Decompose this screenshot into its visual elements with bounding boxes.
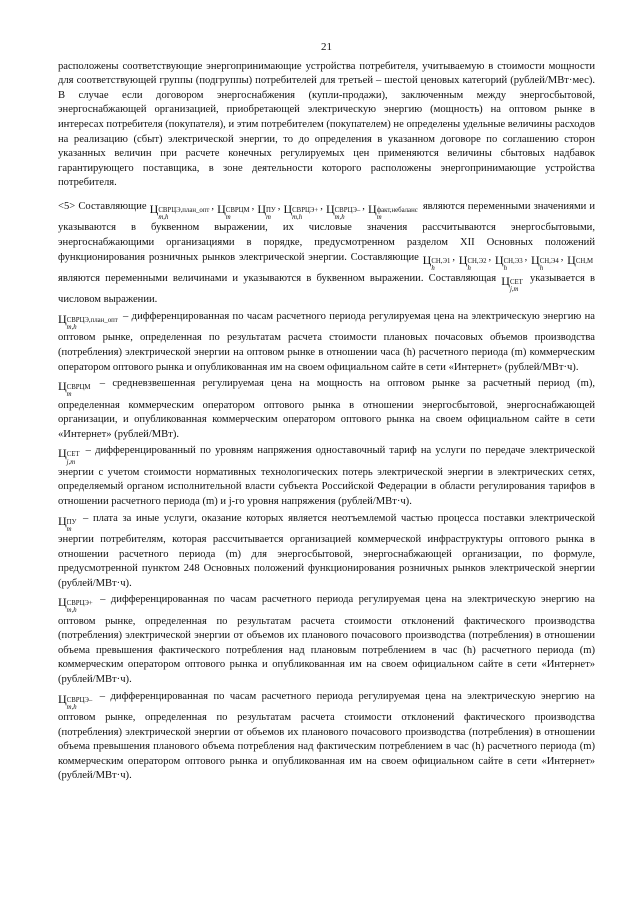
note-text-2: являются переменными величинами и указываются в буквенном выражении. Составляющая	[58, 272, 497, 284]
definition-text: – дифференцированный по уровням напряжения одноставочный тариф на услуги по передаче электрической энергии с учетом стоимости нормативных технологических потерь электрической энергии в электрических сетях, определяемый органом исполнительной власти субъекта Российской Федерации в области регулирования тарифов в отношении расчетного периода (m) и j-го уровня напряжения (рублей/МВт·ч).	[58, 445, 595, 507]
definition-symbol: Ц СВРЦЭ+ m,h	[58, 595, 93, 615]
definition-text: – дифференцированная по часам расчетного периода регулируемая цена на электрическую энергию на оптовом рынке, определенная по результатам расчета стоимости отклонений фактического производства (потребления) электрической энергии от объемов их планового почасового производства (потребления) в отношении объема превышения планового объема потребления над фактическим потреблением в час (h) расчетного периода (m) коммерческим оператором оптового рынка и опубликованная им на своем официальном сайте в сети «Интернет» (рублей/МВт·ч).	[58, 690, 595, 782]
definition-svrce-plan	[58, 310, 595, 375]
intro-paragraph: расположены соответствующие энергопринимающие устройства потребителя, учитываемую в стоимости мощности для соответствующей группы (подгруппы) потребителей для третьей – шестой ценовых категорий (рублей/МВт·мес). В случае если договором энергоснабжения (купли-продажи), заключенным между энергосбытовой, энергоснабжающей организацией, приобретающей электрическую энергию (мощность) на оптовом рынке в интересах потребителя (покупателя), и этим потребителем (покупателем) не определены удельные величины расходов на реализацию (сбыт) электрической энергии, то до определения в указанном договоре по соглашению сторон указанных величин при расчете конечных регулируемых цен применяются величины сбытовых надбавок гарантирующего поставщика, в зоне деятельности которого расположены энергопринимающие устройства потребителя.	[58, 60, 595, 189]
note-lead-word: Составляющие	[78, 200, 147, 212]
page-number: 21	[321, 41, 332, 53]
symbol-sn-e3: Ц СН,Э3 h	[494, 252, 523, 272]
note-text-3: указывается в числовом выражении.	[58, 272, 595, 306]
definition-text: – средневзвешенная регулируемая цена на мощность на оптовом рынке за расчетный период (m), определенная коммерческим оператором оптового рынка в отношении энергосбытовой, энергоснабжающей организации, и опубликованная коммерческим оператором оптового рынка на своем официальном сайте в сети «Интернет» (рублей/МВт).	[58, 378, 595, 440]
definition-symbol: Ц СВРЦМ m	[58, 379, 91, 399]
symbol-sn-e4: Ц СН,Э4 h	[531, 252, 559, 272]
definition-svrce-minus	[58, 690, 595, 784]
symbol-fact-nebalans: Ц факт,небаланс m	[368, 201, 418, 222]
symbol-sn-m: Ц СН,М	[567, 252, 594, 267]
definition-symbol: Ц СЕТ j,m	[58, 446, 80, 466]
symbol-sn-e1: Ц СН,Э1 h	[422, 252, 451, 272]
note-text-1: являются переменными значениями и указываются в буквенном выражении, их числовые значения рассчитываются энергосбытовыми, энергоснабжающими организациями в порядке, предусмотренном разделом XII Основных положений функционирования розничных рынков электрической энергии. Составляющие	[58, 200, 596, 263]
symbol-svrce-plan: Ц СВРЦЭ,план_опт m,h	[149, 201, 210, 222]
definition-symbol: Ц ПУ m	[58, 513, 77, 533]
symbol-svrce-plus: Ц СВРЦЭ+ m,h	[283, 201, 319, 222]
definition-set	[58, 444, 595, 509]
definition-symbol: Ц СВРЦЭ,план_опт m,h	[58, 311, 118, 332]
document-page	[58, 40, 595, 784]
definition-svrcm	[58, 377, 595, 442]
definition-svrce-plus	[58, 593, 595, 687]
definition-text: – дифференцированная по часам расчетного периода регулируемая цена на электрическую энергию на оптовом рынке, определенная по результатам расчета стоимости плановых почасовых объемов производства (потребления) электрической энергии на оптовом рынке в отношении часа (h) расчетного периода (m) коммерческим оператором оптового рынка и опубликованная им на своем официальном сайте в сети «Интернет» (рублей/МВт·ч).	[58, 310, 595, 373]
symbol-svrce-minus: Ц СВРЦЭ– m,h	[325, 201, 361, 222]
note-marker: <5>	[58, 200, 76, 212]
symbol-sn-e2: Ц СН,Э2 h	[458, 252, 487, 272]
symbol-pu: Ц ПУ m	[257, 201, 276, 222]
definition-text: – плата за иные услуги, оказание которых является неотъемлемой частью процесса поставки электрической энергии потребителям, которая рассчитывается организацией коммерческой инфраструктуры оптового рынка в отношении расчетного периода (m) для энергосбытовой, энергоснабжающей организации, по формуле, предусмотренной пунктом 248 Основных положений функционирования розничных рынков электрической энергии (рублей/МВт·ч).	[58, 512, 595, 589]
note-5-paragraph: <5> Составляющие Ц СВРЦЭ,план_опт m,h , Ц СВРЦМ m , Ц ПУ m , Ц СВРЦЭ+ m,h , Ц СВРЦЭ– m,h , Ц факт,небаланс m являются переменными значениями и указываются в буквенном выражении, их числовые значения рассчитываются энергосбытовыми, энергоснабжающими организациями в порядке, предусмотренном разделом XII Основных положений функционирования розничных рынков электрической энергии. Составляющие Ц СН,Э1 h , Ц СН,Э2 h , Ц СН,Э3 h , Ц СН,Э4 h , Ц СН,М являются переменными величинами и указываются в буквенном выражении. Составляющая Ц СЕТ j,m указывается в числовом выражении.	[58, 200, 596, 306]
symbol-set: Ц СЕТ j,m	[501, 273, 523, 294]
symbol-svrcm: Ц СВРЦМ m	[217, 201, 250, 222]
definition-symbol: Ц СВРЦЭ– m,h	[58, 691, 93, 711]
definition-text: – дифференцированная по часам расчетного периода регулируемая цена на электрическую энергию на оптовом рынке, определенная по результатам расчета стоимости отклонений фактического производства (потребления) электрической энергии от объемов их планового почасового производства (потребления) в отношении объема превышения фактического потребления над плановым потреблением в час (h) расчетного периода (m) коммерческим оператором оптового рынка и опубликованная им на своем официальном сайте в сети «Интернет» (рублей/МВт·ч).	[58, 594, 595, 686]
definition-pu	[58, 512, 595, 592]
